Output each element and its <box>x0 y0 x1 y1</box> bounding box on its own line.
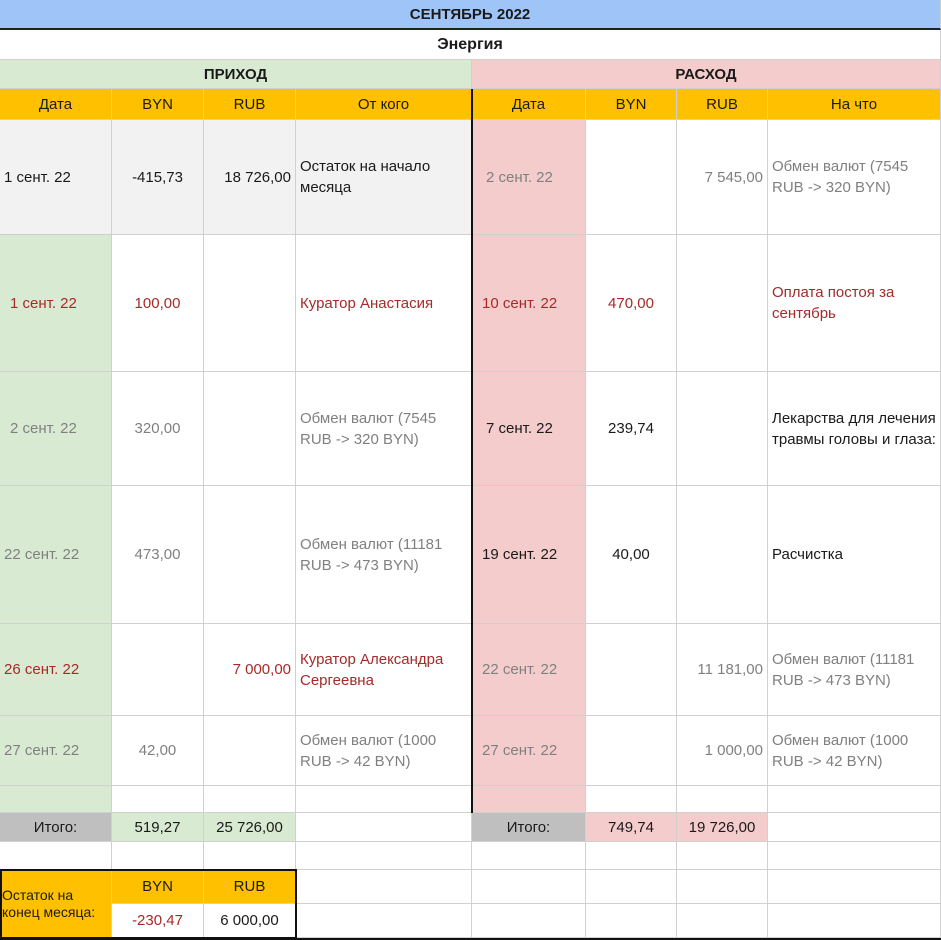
income-from-cell[interactable]: Обмен валют (1000 RUB -> 42 BYN) <box>296 716 472 786</box>
empty-cell[interactable] <box>586 786 677 813</box>
income-date-cell[interactable]: 27 сент. 22 <box>0 716 112 786</box>
sheet-title[interactable]: СЕНТЯБРЬ 2022 <box>0 0 941 30</box>
income-date-cell[interactable]: 1 сент. 22 <box>0 120 112 235</box>
empty-cell[interactable] <box>768 813 941 842</box>
income-header-rub[interactable]: RUB <box>204 89 296 120</box>
expense-header-for[interactable]: На что <box>768 89 941 120</box>
empty-cell[interactable] <box>472 786 586 813</box>
empty-cell[interactable] <box>677 870 768 904</box>
income-rub-cell[interactable]: 7 000,00 <box>204 624 296 716</box>
income-date-cell[interactable]: 26 сент. 22 <box>0 624 112 716</box>
income-date-cell[interactable]: 2 сент. 22 <box>0 372 112 486</box>
expense-byn-cell[interactable]: 239,74 <box>586 372 677 486</box>
expense-byn-cell[interactable] <box>586 120 677 235</box>
income-byn-cell[interactable]: 473,00 <box>112 486 204 624</box>
income-date-cell[interactable]: 22 сент. 22 <box>0 486 112 624</box>
empty-cell[interactable] <box>768 842 941 870</box>
expense-byn-cell[interactable] <box>586 624 677 716</box>
empty-cell[interactable] <box>112 786 204 813</box>
expense-date-cell[interactable]: 2 сент. 22 <box>472 120 586 235</box>
income-from-cell[interactable]: Обмен валют (7545 RUB -> 320 BYN) <box>296 372 472 486</box>
empty-cell[interactable] <box>768 786 941 813</box>
expense-date-cell[interactable]: 27 сент. 22 <box>472 716 586 786</box>
expense-byn-cell[interactable]: 40,00 <box>586 486 677 624</box>
expense-for-cell[interactable]: Лекарства для лечения травмы головы и глаза: <box>768 372 941 486</box>
expense-header-byn[interactable]: BYN <box>586 89 677 120</box>
empty-cell[interactable] <box>296 842 472 870</box>
empty-cell[interactable] <box>472 870 586 904</box>
balance-label[interactable]: Остаток на конец месяца: <box>0 870 112 938</box>
expense-rub-cell[interactable]: 11 181,00 <box>677 624 768 716</box>
expense-for-cell[interactable]: Обмен валют (1000 RUB -> 42 BYN) <box>768 716 941 786</box>
balance-header-rub[interactable]: RUB <box>204 870 296 904</box>
empty-cell[interactable] <box>296 786 472 813</box>
expense-for-cell[interactable]: Расчистка <box>768 486 941 624</box>
empty-cell[interactable] <box>204 842 296 870</box>
empty-cell[interactable] <box>586 904 677 938</box>
empty-cell[interactable] <box>296 813 472 842</box>
empty-cell[interactable] <box>296 904 472 938</box>
income-rub-cell[interactable] <box>204 486 296 624</box>
expense-date-cell[interactable]: 7 сент. 22 <box>472 372 586 486</box>
income-rub-cell[interactable] <box>204 372 296 486</box>
income-byn-cell[interactable]: 320,00 <box>112 372 204 486</box>
empty-cell[interactable] <box>677 786 768 813</box>
expense-total-rub[interactable]: 19 726,00 <box>677 813 768 842</box>
empty-cell[interactable] <box>586 842 677 870</box>
empty-cell[interactable] <box>204 786 296 813</box>
income-header-date[interactable]: Дата <box>0 89 112 120</box>
empty-cell[interactable] <box>296 870 472 904</box>
empty-cell[interactable] <box>677 904 768 938</box>
empty-cell[interactable] <box>768 904 941 938</box>
expense-date-cell[interactable]: 19 сент. 22 <box>472 486 586 624</box>
expense-byn-cell[interactable]: 470,00 <box>586 235 677 372</box>
expense-for-cell[interactable]: Обмен валют (11181 RUB -> 473 BYN) <box>768 624 941 716</box>
expense-rub-cell[interactable] <box>677 372 768 486</box>
expense-byn-cell[interactable] <box>586 716 677 786</box>
income-section-header[interactable]: ПРИХОД <box>0 60 472 89</box>
expense-total-byn[interactable]: 749,74 <box>586 813 677 842</box>
expense-rub-cell[interactable]: 1 000,00 <box>677 716 768 786</box>
expense-section-header[interactable]: РАСХОД <box>472 60 941 89</box>
income-from-cell[interactable]: Обмен валют (11181 RUB -> 473 BYN) <box>296 486 472 624</box>
income-from-cell[interactable]: Куратор Александра Сергеевна <box>296 624 472 716</box>
expense-date-cell[interactable]: 22 сент. 22 <box>472 624 586 716</box>
income-total-byn[interactable]: 519,27 <box>112 813 204 842</box>
expense-rub-cell[interactable] <box>677 235 768 372</box>
balance-header-byn[interactable]: BYN <box>112 870 204 904</box>
income-header-byn[interactable]: BYN <box>112 89 204 120</box>
income-header-from[interactable]: От кого <box>296 89 472 120</box>
expense-header-date[interactable]: Дата <box>472 89 586 120</box>
income-rub-cell[interactable]: 18 726,00 <box>204 120 296 235</box>
income-byn-cell[interactable]: -415,73 <box>112 120 204 235</box>
empty-cell[interactable] <box>0 786 112 813</box>
expense-rub-cell[interactable]: 7 545,00 <box>677 120 768 235</box>
expense-header-rub[interactable]: RUB <box>677 89 768 120</box>
income-rub-cell[interactable] <box>204 235 296 372</box>
balance-byn[interactable]: -230,47 <box>112 904 204 938</box>
expense-total-label[interactable]: Итого: <box>472 813 586 842</box>
section-divider <box>471 89 473 813</box>
empty-cell[interactable] <box>0 842 112 870</box>
income-date-cell[interactable]: 1 сент. 22 <box>0 235 112 372</box>
empty-cell[interactable] <box>472 904 586 938</box>
income-byn-cell[interactable]: 42,00 <box>112 716 204 786</box>
income-rub-cell[interactable] <box>204 716 296 786</box>
expense-for-cell[interactable]: Оплата постоя за сентябрь <box>768 235 941 372</box>
balance-rub[interactable]: 6 000,00 <box>204 904 296 938</box>
income-byn-cell[interactable] <box>112 624 204 716</box>
sheet-subtitle[interactable]: Энергия <box>0 30 941 60</box>
income-from-cell[interactable]: Остаток на начало месяца <box>296 120 472 235</box>
income-total-label[interactable]: Итого: <box>0 813 112 842</box>
empty-cell[interactable] <box>677 842 768 870</box>
empty-cell[interactable] <box>112 842 204 870</box>
income-from-cell[interactable]: Куратор Анастасия <box>296 235 472 372</box>
expense-for-cell[interactable]: Обмен валют (7545 RUB -> 320 BYN) <box>768 120 941 235</box>
empty-cell[interactable] <box>472 842 586 870</box>
expense-rub-cell[interactable] <box>677 486 768 624</box>
income-total-rub[interactable]: 25 726,00 <box>204 813 296 842</box>
empty-cell[interactable] <box>586 870 677 904</box>
expense-date-cell[interactable]: 10 сент. 22 <box>472 235 586 372</box>
empty-cell[interactable] <box>768 870 941 904</box>
income-byn-cell[interactable]: 100,00 <box>112 235 204 372</box>
